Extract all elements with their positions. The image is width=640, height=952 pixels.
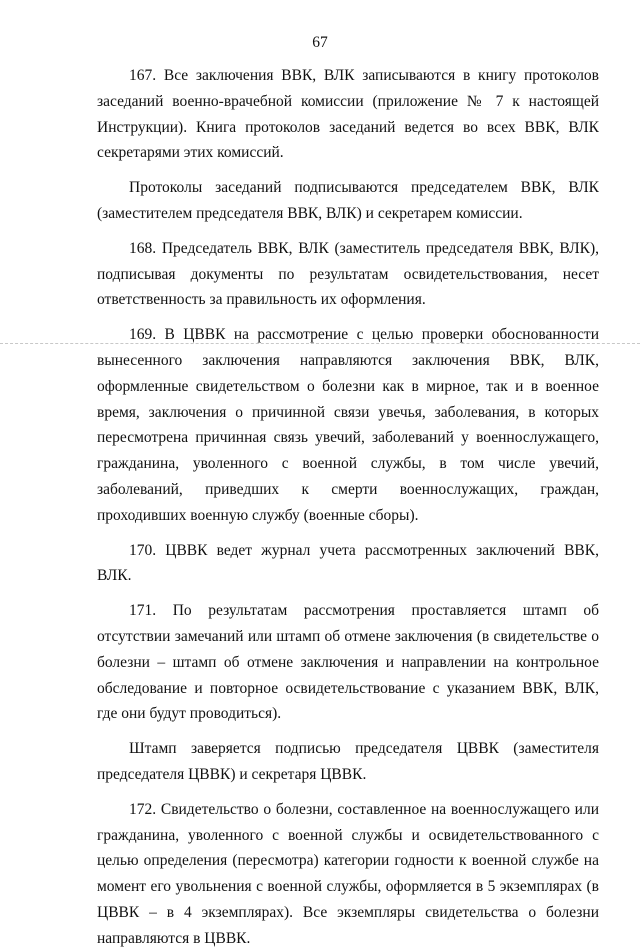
page-number: 67 — [312, 34, 328, 51]
paragraph-167: 167. Все заключения ВВК, ВЛК записываются в книгу протоколов заседаний военно-врачебной комиссии (приложение № 7 к настоящей Инструкции). Книга протоколов заседаний ведется во всех ВВК, ВЛК секретарями этих комиссий. — [97, 67, 599, 162]
paragraph-170: 170. ЦВВК ведет журнал учета рассмотренных заключений ВВК, ВЛК. — [97, 541, 599, 585]
paragraph-171: 171. По результатам рассмотрения проставляется штамп об отсутствии замечаний или штамп об отмене заключения (в свидетельстве о болезни – штамп об отмене заключения и направлении на контрольное обследование и повторное освидетельствование с указанием ВВК, ВЛК, где они будут проводиться). — [97, 602, 599, 723]
paragraph-172: 172. Свидетельство о болезни, составленное на военнослужащего или гражданина, уволенного с военной службы и освидетельствованного с целью определения (пересмотра) категории годности к военной службе на момент его увольнения с военной службы, оформляется в 5 экземплярах (в ЦВВК – в 4 экземплярах). Все экземпляры свидетельства о болезни направляются в ЦВВК. — [97, 800, 599, 947]
paragraph-169: 169. В ЦВВК на рассмотрение с целью проверки обоснованности вынесенного заключения направляются заключения ВВК, ВЛК, оформленные свидетельством о болезни как в мирное, так и в военное время, заключения о причинной связи увечья, заболевания, в которых пересмотрена причинная связь увечий, заболеваний у военнослужащего, гражданина, уволенного с военной службы, в том числе увечий, заболеваний, приведших к смерти военнослужащих, граждан, проходивших военную службу (военные сборы). — [97, 326, 599, 524]
paragraph-168: 168. Председатель ВВК, ВЛК (заместитель председателя ВВК, ВЛК), подписывая документы по результатам освидетельствования, несет ответственность за правильность их оформления. — [97, 239, 599, 309]
paragraph-stamp: Штамп заверяется подписью председателя ЦВВК (заместителя председателя ЦВВК) и секретаря ЦВВК. — [97, 740, 599, 783]
document-body — [97, 63, 599, 952]
paragraph-protocols: Протоколы заседаний подписываются председателем ВВК, ВЛК (заместителем председателя ВВК, ВЛК) и секретарем комиссии. — [97, 179, 599, 222]
